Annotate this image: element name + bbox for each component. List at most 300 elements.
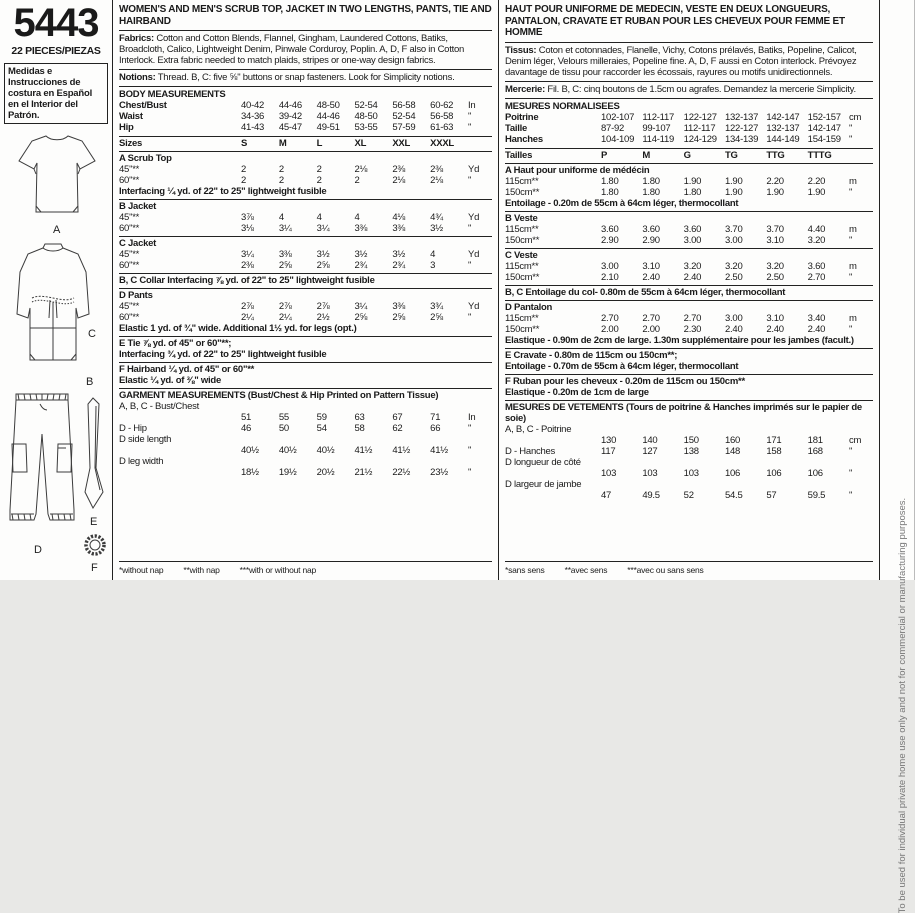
- cell-value: 103: [642, 467, 658, 479]
- cell-value: 1.90: [724, 175, 743, 187]
- cell-value: 2.40: [724, 323, 743, 335]
- row-label: 150cm**: [505, 323, 540, 335]
- cell-unit: ": [467, 445, 472, 456]
- cell-value: 87-92: [601, 122, 625, 134]
- pieces-count: 22 PIECES/PIEZAS: [11, 45, 101, 57]
- cell-value: 3.60: [601, 223, 619, 235]
- yardage-section: [505, 249, 873, 286]
- english-garment-measurements: [119, 389, 492, 480]
- row-label: D longueur de côté: [505, 456, 581, 468]
- table-row: [505, 261, 873, 272]
- section-title: A Scrub Top: [119, 153, 172, 164]
- section-title: A Haut pour uniforme de médécin: [505, 164, 650, 176]
- section-note: Interfacing ¾ yd. of 22" to 25" lightweight fusible: [119, 349, 327, 360]
- cell-value: M: [278, 138, 287, 149]
- cell-value: 44-46: [316, 111, 340, 122]
- cell-value: 1.90: [807, 186, 826, 198]
- row-label: 115cm**: [505, 223, 539, 235]
- cell-value: 4: [430, 249, 436, 260]
- cell-value: 1.80: [683, 186, 702, 198]
- cell-value: 53-55: [354, 122, 378, 133]
- yardage-section: [119, 274, 492, 289]
- cell-value: 52-54: [354, 100, 378, 111]
- cell-value: 20½: [316, 467, 335, 478]
- cell-value: 117: [601, 445, 616, 457]
- row-label: 150cm**: [505, 186, 540, 198]
- table-row: [505, 435, 873, 446]
- yardage-section: [119, 152, 492, 200]
- cell-value: 4.40: [807, 223, 826, 235]
- section-note: Elastic 1 yd. of ¾" wide. Additional 1½ yd. for legs (opt.): [119, 323, 357, 334]
- table-row: [505, 446, 873, 457]
- cell-value: 2.70: [807, 271, 826, 283]
- row-label: 45"**: [119, 301, 140, 312]
- section-note: Elastique - 0.20m de 1cm de large: [505, 386, 649, 398]
- cell-value: S: [241, 138, 248, 149]
- cell-value: 2.30: [683, 323, 702, 335]
- section-note: Entoilage - 0.70m de 55cm à 64cm léger, thermocollant: [505, 360, 739, 372]
- cell-value: 2.70: [601, 312, 619, 324]
- cell-value: 3⅜: [354, 223, 368, 234]
- cell-value: 23½: [430, 467, 448, 478]
- table-row: [505, 324, 873, 335]
- cell-value: 3.20: [766, 260, 784, 272]
- label-view-a: A: [53, 224, 61, 236]
- cell-unit: Yd: [467, 212, 480, 223]
- tissus-text: Coton et cotonnades, Flanelle, Vichy, Cotons prélavés, Batiks, Popeline, Calicot, Denim léger, Velours milleraies, Popeline fine. A, D, F aussi en Coton interlock. Prévoyez davantage de tissu pour raccorder les écossais, rayures ou motifs unidirectionnels.: [505, 44, 857, 78]
- mesures-normalisees-table: [505, 112, 873, 145]
- french-footnotes: [505, 561, 873, 576]
- cell-value: 3½: [316, 249, 330, 260]
- cell-value: 2⅝: [278, 260, 292, 271]
- cell-value: 3⅜: [392, 223, 406, 234]
- cell-value: 4¾: [430, 212, 443, 223]
- cell-value: 54: [316, 423, 327, 434]
- row-label: 60"**: [119, 260, 140, 271]
- cell-value: 3.00: [724, 312, 743, 324]
- cell-value: 3¼: [241, 249, 254, 260]
- scrub-top-drawing: [12, 128, 102, 220]
- cell-value: 2⅝: [392, 312, 406, 323]
- row-label: 60"**: [119, 175, 140, 186]
- cell-unit: [468, 138, 492, 149]
- cell-value: 2¼: [278, 312, 292, 323]
- cell-value: 2: [241, 164, 247, 175]
- french-sizes-row: [505, 149, 873, 164]
- cell-value: 60-62: [430, 100, 454, 111]
- cell-value: 47: [601, 489, 612, 501]
- table-row: [119, 212, 492, 223]
- cell-value: 142-147: [807, 122, 841, 134]
- yardage-section: [505, 164, 873, 212]
- cell-value: 56-58: [430, 111, 454, 122]
- cell-value: 2: [278, 164, 284, 175]
- section-note: Interfacing ¼ yd. of 22" to 25" lightweight fusible: [119, 186, 327, 197]
- cell-value: 40½: [278, 445, 297, 456]
- cell-value: 2⅜: [241, 260, 254, 271]
- cell-value: 44-46: [278, 100, 302, 111]
- cell-value: 106: [724, 467, 741, 479]
- cell-value: 48-50: [354, 111, 378, 122]
- cell-value: XXL: [392, 138, 411, 149]
- cell-value: G: [683, 149, 691, 161]
- cell-unit: In: [467, 412, 476, 423]
- cell-value: 3.00: [601, 260, 619, 272]
- cell-value: 104-109: [601, 133, 635, 145]
- cell-value: 160: [724, 434, 741, 446]
- cell-value: TTG: [766, 149, 785, 161]
- row-label: A, B, C - Bust/Chest: [119, 401, 199, 412]
- cell-value: 114-119: [642, 133, 675, 145]
- cell-unit: cm: [848, 434, 862, 446]
- cell-value: 2.40: [642, 271, 660, 283]
- cell-value: 49.5: [642, 489, 660, 501]
- cell-value: 1.90: [683, 175, 702, 187]
- cell-value: 41½: [430, 445, 448, 456]
- footnote: ***avec ou sans sens: [627, 565, 704, 575]
- body-measurements-table: [119, 100, 492, 133]
- french-column: [499, 0, 880, 580]
- cell-value: XXXL: [430, 138, 454, 149]
- section-title: C Veste: [505, 249, 538, 261]
- cell-value: 3½: [354, 249, 368, 260]
- table-row: [505, 134, 873, 145]
- cell-value: 3.70: [724, 223, 743, 235]
- cell-value: 3¼: [316, 223, 330, 234]
- cell-value: 140: [642, 434, 658, 446]
- cell-value: 1.90: [724, 186, 743, 198]
- cell-value: 3.20: [807, 234, 826, 246]
- cell-value: L: [316, 138, 323, 149]
- section-note: F Ruban pour les cheveux - 0.20m de 115cm ou 150cm**: [505, 375, 745, 387]
- cell-value: 181: [807, 434, 823, 446]
- row-label: [119, 467, 241, 478]
- cell-unit: ": [467, 423, 472, 434]
- cell-value: 2.00: [601, 323, 619, 335]
- tissus-label: Tissus:: [505, 44, 537, 56]
- cell-value: 3½: [392, 249, 406, 260]
- cell-unit: ": [848, 323, 853, 335]
- pants-drawing: [4, 392, 80, 538]
- cell-value: 4: [354, 212, 360, 223]
- cell-value: 2⅞: [316, 301, 330, 312]
- table-row: [505, 176, 873, 187]
- cell-value: 1.90: [766, 186, 784, 198]
- row-label: [505, 468, 601, 479]
- section-note: Entoilage - 0.20m de 55cm à 64cm léger, thermocollant: [505, 197, 739, 209]
- french-garment-measurements: [505, 401, 873, 503]
- english-notions: [119, 70, 492, 87]
- row-label: Waist: [119, 111, 143, 122]
- table-row: [119, 445, 492, 456]
- row-label: 150cm**: [505, 234, 540, 246]
- cell-value: 71: [430, 412, 441, 423]
- french-fabrics: [505, 43, 873, 82]
- cell-value: 63: [354, 412, 365, 423]
- row-label: 115cm**: [505, 175, 539, 187]
- cell-value: P: [601, 149, 608, 161]
- row-label: Hanches: [505, 133, 543, 145]
- row-label: D - Hanches: [505, 445, 556, 457]
- section-note: B, C Collar Interfacing ⅞ yd. of 22" to 25" lightweight fusible: [119, 275, 375, 286]
- cell-value: 4: [316, 212, 322, 223]
- row-label: 150cm**: [505, 271, 540, 283]
- cell-value: 2: [354, 175, 360, 186]
- jacket-drawing: [6, 242, 100, 374]
- cell-value: 154-159: [807, 133, 841, 145]
- section-note: F Hairband ¼ yd. of 45" or 60"**: [119, 364, 255, 375]
- cell-value: 122-127: [724, 122, 759, 134]
- french-notions: [505, 82, 873, 99]
- cell-value: 57: [766, 489, 777, 501]
- cell-value: 2.20: [807, 175, 826, 187]
- cell-unit: ": [848, 186, 853, 198]
- pattern-number: 5443: [13, 1, 99, 45]
- cell-value: 150: [683, 434, 699, 446]
- table-row: [505, 313, 873, 324]
- section-note: Elastic ¼ yd. of ⅜" wide: [119, 375, 221, 386]
- cell-value: 2.00: [642, 323, 660, 335]
- notions-text: Thread. B, C: five ⅝" buttons or snap fasteners. Look for Simplicity notions.: [155, 72, 455, 83]
- cell-value: 2: [278, 175, 284, 186]
- table-row: [119, 111, 492, 122]
- mesures-vetements-title: MESURES DE VETEMENTS (Tours de poitrine & Hanches imprimés sur le papier de soie): [505, 401, 862, 424]
- yardage-section: [119, 200, 492, 237]
- table-row: [119, 467, 492, 478]
- cell-value: TG: [724, 149, 738, 161]
- cell-value: 2⅛: [392, 175, 406, 186]
- row-label: A, B, C - Poitrine: [505, 423, 572, 435]
- row-label: Hip: [119, 122, 134, 133]
- cell-value: 2.90: [601, 234, 619, 246]
- cell-value: 3: [430, 260, 436, 271]
- table-row: [119, 138, 492, 149]
- cell-value: 2.20: [766, 175, 784, 187]
- cell-unit: Yd: [467, 164, 480, 175]
- cell-unit: m: [848, 312, 857, 324]
- row-label: Tailles: [505, 149, 533, 161]
- cell-value: 3.40: [807, 312, 826, 324]
- cell-value: 54.5: [724, 489, 743, 501]
- cell-value: 40½: [316, 445, 335, 456]
- footnote: **avec sens: [564, 565, 608, 575]
- mesures-vetements-table: [505, 424, 873, 501]
- cell-value: 124-129: [683, 133, 717, 145]
- cell-value: 2.70: [642, 312, 660, 324]
- row-label: [119, 445, 241, 456]
- cell-unit: [849, 150, 873, 161]
- section-title: B Jacket: [119, 201, 157, 212]
- cell-value: 102-107: [601, 111, 635, 123]
- yardage-section: [505, 301, 873, 349]
- cell-unit: ": [848, 271, 853, 283]
- cell-value: 3.00: [683, 234, 702, 246]
- cell-value: 21½: [354, 467, 373, 478]
- cell-value: 3.60: [642, 223, 660, 235]
- cell-unit: Yd: [467, 249, 480, 260]
- mesures-normalisees-title: MESURES NORMALISEES: [505, 100, 620, 112]
- cell-unit: ": [848, 234, 853, 246]
- yardage-section: [119, 289, 492, 337]
- cell-value: 45-47: [278, 122, 302, 133]
- cell-value: 2: [241, 175, 247, 186]
- row-label: 115cm**: [505, 260, 539, 272]
- cell-value: 3.70: [766, 223, 784, 235]
- footnote: *without nap: [119, 565, 164, 575]
- cell-unit: ": [467, 260, 472, 271]
- cell-value: 103: [683, 467, 699, 479]
- cell-value: 122-127: [683, 111, 717, 123]
- cell-value: 3¾: [430, 301, 443, 312]
- cell-value: 1.80: [642, 186, 660, 198]
- cell-value: 148: [724, 445, 741, 457]
- row-label: 60"**: [119, 223, 140, 234]
- cell-value: 3.20: [724, 260, 743, 272]
- cell-value: 2⅜: [392, 164, 406, 175]
- table-row: [119, 301, 492, 312]
- cell-value: 158: [766, 445, 782, 457]
- garment-drawings: [0, 124, 113, 580]
- cell-value: XL: [354, 138, 367, 149]
- section-note: E Tie ⅞ yd. of 45" or 60"**;: [119, 338, 232, 349]
- cell-value: 58: [354, 423, 365, 434]
- cell-unit: ": [467, 312, 472, 323]
- cell-value: 56-58: [392, 100, 416, 111]
- table-row: [505, 112, 873, 123]
- cell-value: M: [642, 149, 650, 161]
- table-row: [505, 272, 873, 283]
- label-view-c: C: [88, 328, 96, 340]
- cell-value: 46: [241, 423, 252, 434]
- cell-value: 2¼: [241, 312, 254, 323]
- cell-value: 3½: [430, 223, 443, 234]
- cell-value: 67: [392, 412, 403, 423]
- row-label: D largeur de jambe: [505, 478, 582, 490]
- cell-value: 134-139: [724, 133, 759, 145]
- cell-value: 142-147: [766, 111, 800, 123]
- cell-value: 2⅝: [354, 312, 368, 323]
- section-title: B Veste: [505, 212, 538, 224]
- cell-value: 3⅜: [392, 301, 406, 312]
- french-body-measurements: [505, 99, 873, 149]
- cell-unit: Yd: [467, 301, 480, 312]
- fabrics-text: Cotton and Cotton Blends, Flannel, Gingham, Laundered Cottons, Batiks, Broadcloth, Calico, Lightweight Denim, Pinwale Corduroy, Poplin. A, D, F also in Cotton Interlock. Extra fabric needed to match plaids, stripes or one-way design fabrics.: [119, 33, 465, 66]
- cell-value: 3⅞: [241, 212, 254, 223]
- english-fabrics: [119, 31, 492, 70]
- row-label: 45"**: [119, 249, 140, 260]
- cell-value: 2.50: [766, 271, 784, 283]
- yardage-section: [505, 286, 873, 301]
- cell-value: 3⅛: [241, 223, 254, 234]
- table-row: [505, 150, 873, 161]
- side-strip: [880, 0, 915, 913]
- yardage-section: [505, 349, 873, 375]
- footnote: *sans sens: [505, 565, 545, 575]
- cell-value: 66: [430, 423, 441, 434]
- cell-value: 99-107: [642, 122, 671, 134]
- mercerie-label: Mercerie:: [505, 83, 545, 95]
- cell-value: 144-149: [766, 133, 800, 145]
- label-view-e: E: [90, 516, 98, 528]
- row-label: 60"**: [119, 312, 140, 323]
- table-row: [505, 123, 873, 134]
- cell-value: 2.40: [766, 323, 784, 335]
- label-view-b: B: [86, 376, 94, 388]
- cell-value: 55: [278, 412, 289, 423]
- cell-value: 1.80: [601, 175, 619, 187]
- cell-value: 18½: [241, 467, 259, 478]
- cell-value: 39-42: [278, 111, 302, 122]
- section-title: D Pantalon: [505, 301, 553, 313]
- cell-value: 4: [278, 212, 284, 223]
- cell-value: 3.10: [766, 234, 784, 246]
- english-footnotes: [119, 561, 492, 576]
- row-label: [119, 412, 241, 423]
- table-row: [119, 100, 492, 111]
- table-row: [505, 235, 873, 246]
- yardage-section: [505, 375, 873, 401]
- tie-drawing: [80, 396, 108, 510]
- cell-value: 40-42: [241, 100, 265, 111]
- notions-label: Notions:: [119, 72, 156, 83]
- table-row: [119, 312, 492, 323]
- french-title: HAUT POUR UNIFORME DE MEDECIN, VESTE EN DEUX LONGUEURS, PANTALON, CRAVATE ET RUBAN POUR LES CHEVEUX POUR FEMME ET HOMME: [505, 3, 873, 43]
- cell-value: 127: [642, 445, 658, 457]
- cell-value: 3.10: [642, 260, 660, 272]
- section-title: D Pants: [119, 290, 153, 301]
- table-row: [119, 122, 492, 133]
- cell-value: 103: [601, 467, 617, 479]
- cell-value: 3¼: [278, 223, 292, 234]
- cell-value: 2: [316, 175, 322, 186]
- cell-unit: m: [848, 175, 857, 187]
- cell-value: 2.50: [724, 271, 743, 283]
- cell-value: 59.5: [807, 489, 826, 501]
- cell-value: 112-117: [683, 122, 716, 134]
- cell-value: 1.80: [642, 175, 660, 187]
- cell-unit: m: [848, 223, 857, 235]
- yardage-section: [119, 237, 492, 274]
- cell-value: 19½: [278, 467, 297, 478]
- cell-unit: ": [848, 489, 853, 501]
- table-row: [119, 412, 492, 423]
- row-label: 45"**: [119, 212, 140, 223]
- section-note: B, C Entoilage du col- 0.80m de 55cm à 64cm léger, thermocollant: [505, 286, 786, 298]
- english-body-measurements: [119, 87, 492, 137]
- cell-value: 112-117: [642, 111, 675, 123]
- cell-value: 2⅝: [430, 312, 443, 323]
- cell-value: TTTG: [807, 149, 832, 161]
- cell-value: 40½: [241, 445, 259, 456]
- cell-value: 130: [601, 434, 617, 446]
- cell-value: 2⅝: [316, 260, 330, 271]
- cell-value: 2⅜: [430, 164, 443, 175]
- cell-unit: ": [467, 122, 472, 133]
- table-row: [119, 164, 492, 175]
- cell-unit: ": [848, 122, 853, 134]
- footnote: ***with or without nap: [239, 565, 317, 575]
- yardage-section: [119, 337, 492, 363]
- cell-value: 2.90: [642, 234, 660, 246]
- row-label: Sizes: [119, 138, 143, 149]
- table-row: [119, 423, 492, 434]
- cell-value: 138: [683, 445, 699, 457]
- table-row: [505, 187, 873, 198]
- row-label: Chest/Bust: [119, 100, 167, 111]
- cell-value: 51: [241, 412, 252, 423]
- cell-value: 132-137: [766, 122, 800, 134]
- garment-measurements-title: GARMENT MEASUREMENTS (Bust/Chest & Hip Printed on Pattern Tissue): [119, 390, 439, 401]
